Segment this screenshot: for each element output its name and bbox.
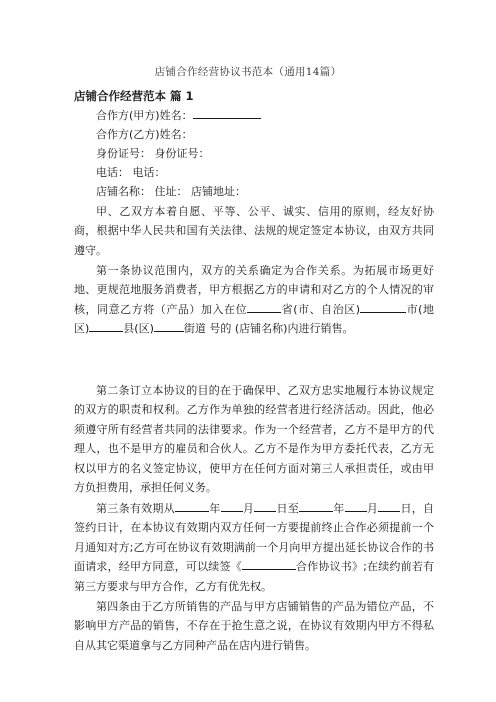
article-3-end-month-label: 月	[366, 502, 379, 515]
article-3-text-g: 日，自签约日计，在本协议有效期内双方任何一方要提前终止合作必须提前一个月通知对方;乙方可在协议有效期满前一个月向甲方提出延长协议合作的书面请求，经甲方同意，可以续签《	[74, 502, 435, 574]
section-heading: 店铺合作经营范本 篇 1	[74, 89, 194, 103]
blank-end-day	[378, 500, 400, 512]
paragraph-article-2: 第二条订立本协议的目的在于确保甲、乙双方忠实地履行本协议规定的双方的职责和权利。乙方作为单独的经营者进行经济活动。因此，他必须遵守所有经营者共同的法律要求。作为一个经营者，乙方不是甲方的代理人，也不是甲方的雇员和合伙人。乙方不是作为甲方委托代表，乙方无权以甲方的名义签定协议，使甲方在任何方面对第三人承担责任，或由甲方负担费用，承担任何义务。	[74, 384, 434, 495]
party-a-line	[74, 106, 454, 125]
article-1-text-e: 街道 号的 (店铺名称)内进行销售。	[183, 322, 354, 336]
article-1-text-a: 第一条协议范围内，双方的关系确定为合作关系。为拓展市场更好地、更规范地服务消费者，甲方根据乙方的申请和对乙方的个人情况的审核，同意乙方将（产品）加入在位	[74, 264, 434, 316]
article-3-year-label: 年	[209, 502, 221, 515]
article-3-text-h: 合作协议书》;在续约前若有第三方要求与甲方合作，乙方有优先权。	[74, 560, 434, 593]
article-3-day-to-label: 日至	[276, 502, 300, 515]
article-1-text-d: 县(区)	[123, 322, 154, 336]
blank-end-year	[299, 500, 333, 512]
id-number-line: 身份证号： 身份证号：	[96, 147, 210, 160]
party-a-label: 合作方(甲方)姓名：	[96, 109, 193, 122]
blank-province	[247, 301, 281, 313]
article-3-end-year-label: 年	[333, 502, 345, 515]
paragraph-preamble: 甲、乙双方本着自愿、平等、公平、诚实、信用的原则，经友好协商，根据中华人民共和国有关法律、法规的规定签定本协议，由双方共同遵守。	[74, 205, 434, 257]
article-3-month-label: 月	[242, 502, 255, 515]
paragraph-article-3	[74, 499, 434, 596]
document-title: 店铺合作经营协议书范本（通用14篇）	[154, 66, 342, 78]
phone-line: 电话： 电话：	[96, 166, 166, 179]
blank-start-day	[254, 500, 276, 512]
blank-county	[89, 320, 123, 332]
party-b-line: 合作方(乙方)姓名：	[96, 128, 193, 141]
blank-start-month	[221, 500, 243, 512]
article-3-text-a: 第三条有效期从	[96, 502, 175, 515]
blank-agreement-name	[242, 558, 296, 570]
blank-end-month	[345, 500, 367, 512]
blank-city	[360, 301, 406, 313]
party-a-blank	[193, 107, 261, 119]
shop-line: 店铺名称： 住址： 店铺地址：	[96, 185, 246, 198]
paragraph-article-1	[74, 261, 434, 339]
paragraph-article-4: 第四条由于乙方所销售的产品与甲方店铺销售的产品为错位产品，不影响甲方产品的销售，不存在于抢生意之说，在协议有效期内甲方不得私自从其它渠道拿与乙方同种产品在店内进行销售。	[74, 600, 434, 652]
article-1-text-b: 省(市、自治区)	[281, 302, 361, 316]
blank-start-year	[175, 500, 209, 512]
article-1-text-c: 市(地区)	[74, 302, 434, 336]
blank-street	[154, 320, 184, 332]
